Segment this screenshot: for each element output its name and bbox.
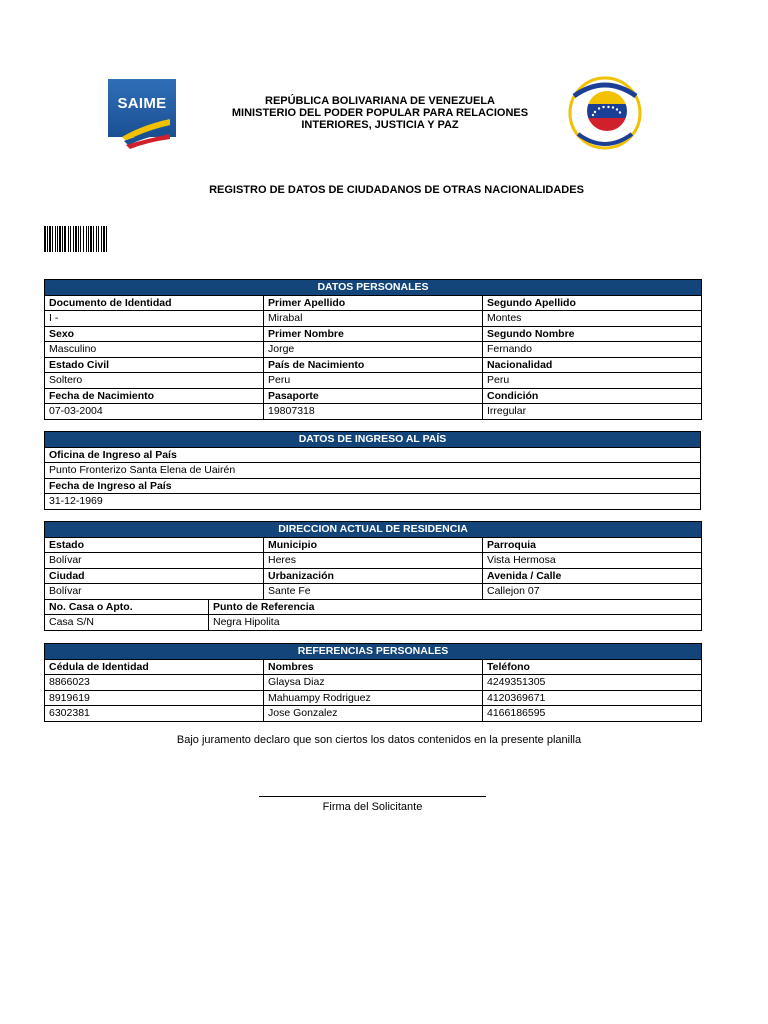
barcode-bar [70, 226, 71, 252]
label-urbanizacion: Urbanización [264, 568, 483, 584]
section-header-datos-ingreso: DATOS DE INGRESO AL PAÍS [45, 432, 701, 448]
value-casa-apto: Casa S/N [45, 615, 209, 631]
barcode-bar [68, 226, 69, 252]
table-row [45, 675, 702, 691]
barcode-bar [96, 226, 97, 252]
header-line-ministerio: MINISTERIO DEL PODER POPULAR PARA RELACIONES [231, 107, 529, 119]
datos-ingreso-table [44, 431, 701, 510]
datos-personales-table [44, 279, 702, 420]
label-telefono: Teléfono [483, 659, 702, 675]
form-title: REGISTRO DE DATOS DE CIUDADANOS DE OTRAS NACIONALIDADES [209, 184, 584, 196]
label-municipio: Municipio [264, 537, 483, 553]
value-parroquia: Vista Hermosa [483, 553, 702, 569]
value-pais-nacimiento: Peru [264, 373, 483, 389]
label-condicion: Condición [483, 388, 702, 404]
barcode-bar [44, 226, 46, 252]
label-fecha-nacimiento: Fecha de Nacimiento [45, 388, 264, 404]
barcode-bar [78, 226, 79, 252]
label-primer-nombre: Primer Nombre [264, 326, 483, 342]
header-line-interiores: INTERIORES, JUSTICIA Y PAZ [301, 119, 459, 131]
value-segundo-nombre: Fernando [483, 342, 702, 358]
barcode-bar [49, 226, 51, 252]
label-casa-apto: No. Casa o Apto. [45, 599, 209, 615]
value-condicion: Irregular [483, 404, 702, 420]
barcode [44, 226, 154, 252]
barcode-bar [93, 226, 94, 252]
direccion-table [44, 521, 702, 631]
barcode-bar [73, 226, 74, 252]
barcode-bar [80, 226, 81, 252]
label-punto-referencia: Punto de Referencia [209, 599, 702, 615]
barcode-bar [64, 226, 66, 252]
value-segundo-apellido: Montes [483, 311, 702, 327]
label-pasaporte: Pasaporte [264, 388, 483, 404]
ref-cedula: 6302381 [45, 706, 264, 722]
value-fecha-nacimiento: 07-03-2004 [45, 404, 264, 420]
label-sexo: Sexo [45, 326, 264, 342]
label-estado-civil: Estado Civil [45, 357, 264, 373]
label-parroquia: Parroquia [483, 537, 702, 553]
ref-telefono: 4120369671 [483, 690, 702, 706]
header-line-republica: REPÚBLICA BOLIVARIANA DE VENEZUELA [265, 95, 495, 107]
value-nacionalidad: Peru [483, 373, 702, 389]
ref-nombre: Mahuampy Rodriguez [264, 690, 483, 706]
value-estado-civil: Soltero [45, 373, 264, 389]
value-sexo: Masculino [45, 342, 264, 358]
ref-nombre: Glaysa Diaz [264, 675, 483, 691]
section-header-direccion: DIRECCION ACTUAL DE RESIDENCIA [45, 522, 702, 538]
ref-cedula: 8919619 [45, 690, 264, 706]
value-urbanizacion: Sante Fe [264, 584, 483, 600]
label-pais-nacimiento: País de Nacimiento [264, 357, 483, 373]
referencias-table [44, 643, 702, 722]
barcode-bar [101, 226, 102, 252]
value-fecha-ingreso: 31-12-1969 [45, 494, 701, 510]
value-ciudad: Bolívar [45, 584, 264, 600]
label-primer-apellido: Primer Apellido [264, 295, 483, 311]
barcode-bar [90, 226, 92, 252]
firma-label: Firma del Solicitante [322, 801, 423, 813]
ref-cedula: 8866023 [45, 675, 264, 691]
barcode-bar [57, 226, 58, 252]
barcode-bar [75, 226, 77, 252]
barcode-bar [88, 226, 89, 252]
label-fecha-ingreso: Fecha de Ingreso al País [45, 478, 701, 494]
barcode-bar [59, 226, 61, 252]
saime-logo [108, 79, 176, 152]
value-punto-referencia: Negra Hipolita [209, 615, 702, 631]
value-oficina-ingreso: Punto Fronterizo Santa Elena de Uairén [45, 463, 701, 479]
juramento-statement: Bajo juramento declaro que son ciertos los datos contenidos en la presente planilla [176, 734, 582, 746]
barcode-bar [62, 226, 63, 252]
label-segundo-apellido: Segundo Apellido [483, 295, 702, 311]
header-text [180, 95, 580, 131]
barcode-bar [106, 226, 107, 252]
ref-telefono: 4249351305 [483, 675, 702, 691]
barcode-bar [86, 226, 87, 252]
value-municipio: Heres [264, 553, 483, 569]
barcode-bar [55, 226, 56, 252]
barcode-bar [52, 226, 53, 252]
value-pasaporte: 19807318 [264, 404, 483, 420]
value-estado: Bolívar [45, 553, 264, 569]
barcode-bar [103, 226, 105, 252]
label-ciudad: Ciudad [45, 568, 264, 584]
barcode-bar [98, 226, 99, 252]
section-header-referencias: REFERENCIAS PERSONALES [45, 644, 702, 660]
value-primer-apellido: Mirabal [264, 311, 483, 327]
ref-nombre: Jose Gonzalez [264, 706, 483, 722]
ref-telefono: 4166186595 [483, 706, 702, 722]
barcode-bar [47, 226, 48, 252]
table-row [45, 690, 702, 706]
value-avenida-calle: Callejon 07 [483, 584, 702, 600]
label-oficina-ingreso: Oficina de Ingreso al País [45, 447, 701, 463]
label-cedula: Cédula de Identidad [45, 659, 264, 675]
saime-logo-text: SAIME [117, 95, 167, 112]
table-row [45, 706, 702, 722]
label-estado: Estado [45, 537, 264, 553]
section-header-datos-personales: DATOS PERSONALES [45, 280, 702, 296]
signature-line [259, 796, 486, 797]
label-avenida-calle: Avenida / Calle [483, 568, 702, 584]
label-nombres: Nombres [264, 659, 483, 675]
label-documento: Documento de Identidad [45, 295, 264, 311]
value-documento: I - [45, 311, 264, 327]
value-primer-nombre: Jorge [264, 342, 483, 358]
label-segundo-nombre: Segundo Nombre [483, 326, 702, 342]
barcode-bar [83, 226, 84, 252]
label-nacionalidad: Nacionalidad [483, 357, 702, 373]
